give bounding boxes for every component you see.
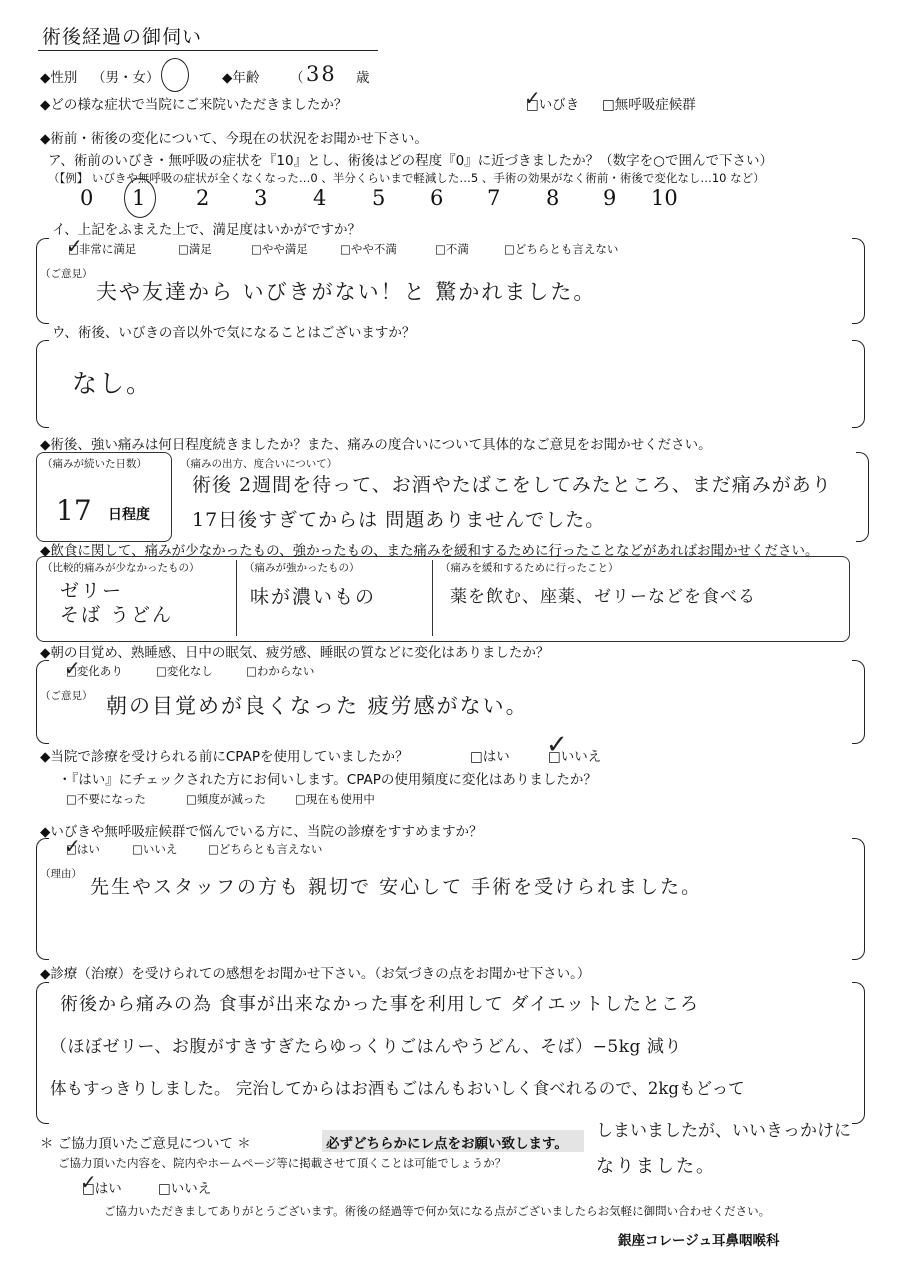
sleep-question: ◆朝の目覚め、熟睡感、日中の眠気、疲労感、睡眠の質などに変化はありましたか？ [40, 645, 550, 661]
recommend-option-neither[interactable] [208, 841, 322, 857]
sleep-option-unchanged-label: 変化なし [166, 664, 213, 678]
scale-1[interactable]: 1 [132, 186, 146, 210]
other-question: ウ、術後、いびきの音以外で気になることはございますか？ [52, 325, 416, 341]
symptom-option-apnea[interactable] [602, 93, 696, 113]
recommend-reason-label: （理由） [40, 868, 82, 880]
checkmark-icon: ✓ [64, 656, 81, 680]
pain-days-unit: 日程度 [108, 507, 150, 523]
cpap-option-still-label: 現在も使用中 [305, 792, 375, 806]
scale-10[interactable]: 10 [651, 186, 678, 210]
satisfaction-option-somewhat-label: やや満足 [261, 242, 308, 256]
age-paren-open: （ [290, 70, 304, 86]
satisfaction-option-somewhat[interactable] [251, 241, 308, 257]
satisfaction-option-somewhat-dis-label: やや不満 [350, 242, 397, 256]
scale-9[interactable]: 9 [603, 186, 617, 210]
recommend-option-no[interactable] [132, 841, 177, 857]
satisfaction-option-satisfied[interactable] [178, 241, 212, 257]
impression-line4[interactable]: しまいましたが、いいきっかけに [596, 1121, 851, 1141]
food-divider-2 [432, 560, 433, 636]
scale-2[interactable]: 2 [196, 186, 210, 210]
cpap-option-no-label: いいえ [560, 749, 602, 765]
recommend-bracket-right [852, 838, 865, 960]
food-less-label: （比較的痛みが少なかったもの） [42, 562, 200, 574]
sleep-option-unknown[interactable] [246, 663, 314, 679]
pain-answer-line2[interactable]: 17日後すぎてからは 問題ありませんでした。 [192, 509, 606, 531]
satisfaction-option-neither-label: どちらとも言えない [514, 242, 619, 256]
clinic-name: 銀座コレージュ耳鼻咽喉科 [618, 1233, 780, 1249]
age-unit: 歳 [356, 70, 370, 86]
checkmark-icon: ✓ [546, 730, 568, 760]
page-title: 術後経過の御伺い [42, 26, 203, 48]
impression-line5[interactable]: なりました。 [596, 1156, 716, 1177]
satisfaction-option-somewhat-dis[interactable] [340, 241, 397, 257]
footer-note1: ＊ ご協力頂いたご意見について ＊ [40, 1136, 251, 1152]
satisfaction-option-neither[interactable] [504, 241, 618, 257]
impression-line3[interactable]: 体もすっきりしました。 完治してからはお酒もごはんもおいしく食べれるので、2kgもどって [50, 1079, 745, 1098]
cpap-option-yes-label: はい [482, 749, 510, 765]
footer-thanks: ご協力いただきましてありがとうございます。術後の経過等で何か気になる点がございましたらお気軽に御問い合わせください。 [104, 1204, 771, 1218]
footer-option-no[interactable] [158, 1177, 211, 1197]
recommend-answer[interactable]: 先生やスタッフの方も 親切で 安心して 手術を受けられました。 [90, 876, 703, 898]
symptom-question: ◆どの様な症状で当院にご来院いただきましたか？ [40, 97, 348, 113]
symptom-option-apnea-label: 無呼吸症候群 [614, 97, 696, 113]
sleep-option-unknown-label: わからない [256, 664, 315, 678]
food-question: ◆飲食に関して、痛みが少なかったもの、強かったもの、また痛みを緩和するために行ったことなどがあればお聞かせください。 [40, 543, 819, 559]
recommend-question: ◆いびきや無呼吸症候群で悩んでいる方に、当院の診療をすすめますか？ [40, 824, 483, 840]
change-example: （【例】 いびきや無呼吸の症状が全くなくなった…0 、半分くらいまで軽減した…5 、手術の効果がなく術前・術後で変化なし…10 など） [48, 171, 765, 185]
gender-circle-mark [161, 58, 189, 92]
sleep-opinion-label: （ご意見） [40, 690, 93, 702]
cpap-question: ◆当院で診療を受けられる前にCPAPを使用していましたか？ [40, 749, 409, 765]
pain-days-value[interactable]: 17 [56, 494, 92, 527]
recommend-bracket-left [36, 838, 49, 960]
cpap-option-yes[interactable] [470, 745, 510, 765]
age-label: ◆年齢 [222, 70, 260, 86]
sleep-answer[interactable]: 朝の目覚めが良くなった 疲労感がない。 [106, 694, 529, 718]
impression-bracket-right [852, 982, 865, 1124]
gender-options[interactable]: （男・女） [92, 70, 160, 86]
satisfaction-option-dissatisfied[interactable] [435, 241, 469, 257]
checkmark-icon: ✓ [66, 234, 83, 258]
sleep-option-unchanged[interactable] [156, 663, 213, 679]
food-divider-1 [236, 560, 237, 636]
satisfaction-option-satisfied-label: 満足 [188, 242, 212, 256]
gender-label: ◆性別 [40, 70, 78, 86]
sleep-bracket-right [852, 660, 865, 744]
scale-3[interactable]: 3 [254, 186, 268, 210]
impression-line1[interactable]: 術後から痛みの為 食事が出来なかった事を利用して ダイエットしたところ [60, 994, 699, 1015]
cpap-option-reduced-label: 頻度が減った [196, 792, 266, 806]
cpap-option-still[interactable] [295, 791, 375, 807]
food-strong-answer[interactable]: 味が濃いもの [250, 586, 377, 608]
food-strong-label: （痛みが強かったもの） [244, 562, 360, 574]
satisfaction-question: イ、上記をふまえた上で、満足度はいかがですか？ [52, 222, 362, 238]
sleep-option-changed-label: 変化あり [76, 664, 123, 678]
scale-8[interactable]: 8 [546, 186, 560, 210]
impression-line2[interactable]: （ほぼゼリー、お腹がすきすぎたらゆっくりごはんやうどん、そば）−5kg 減り [50, 1037, 682, 1057]
footer-note2: ご協力頂いた内容を、院内やホームページ等に掲載させて頂くことは可能でしょうか？ [58, 1156, 507, 1170]
other-bracket-right [852, 340, 865, 428]
pain-bracket-right [856, 452, 869, 542]
scale-6[interactable]: 6 [430, 186, 444, 210]
cpap-option-reduced[interactable] [186, 791, 266, 807]
pain-question: ◆術後、強い痛みは何日程度続きましたか？また、痛みの度合いについて具体的なご意見をお聞かせください。 [40, 437, 712, 453]
satisfaction-opinion-label: （ご意見） [40, 268, 93, 280]
food-less-line2[interactable]: そば うどん [60, 604, 174, 626]
satisfaction-bracket-right [852, 238, 865, 324]
checkmark-icon: ✓ [80, 1170, 97, 1194]
change-question: ◆術前・術後の変化について、今現在の状況をお聞かせ下さい。 [40, 131, 428, 147]
satisfaction-answer[interactable]: 夫や友達から いびきがない！と 驚かれました。 [96, 280, 597, 304]
food-less-line1[interactable]: ゼリー [60, 580, 124, 602]
recommend-option-no-label: いいえ [142, 842, 178, 856]
pain-detail-label: （痛みの出方、度合いについて） [180, 458, 338, 470]
other-bracket-left [36, 340, 49, 428]
pain-answer-line1[interactable]: 術後 2週間を待って、お酒やたばこをしてみたところ、まだ痛みがあり [192, 474, 832, 496]
cpap-option-unneeded-label: 不要になった [76, 792, 146, 806]
age-value[interactable]: 38 [306, 62, 337, 86]
scale-4[interactable]: 4 [313, 186, 327, 210]
footer-option-yes-label: はい [94, 1181, 122, 1197]
recommend-option-neither-label: どちらとも言えない [218, 842, 323, 856]
footer-option-no-label: いいえ [170, 1181, 212, 1197]
satisfaction-option-very-label: 非常に満足 [78, 242, 137, 256]
food-relief-label: （痛みを緩和するために行ったこと） [440, 562, 619, 574]
scale-5[interactable]: 5 [372, 186, 386, 210]
scale-selection-circle [124, 178, 156, 218]
footer-note1-bold: 必ずどちらかにレ点をお願い致します。 [326, 1136, 568, 1152]
symptom-option-snoring-label: いびき [538, 97, 580, 113]
checkmark-icon: ✓ [64, 834, 81, 858]
scale-7[interactable]: 7 [487, 186, 501, 210]
checkmark-icon: ✓ [524, 86, 541, 110]
satisfaction-option-dissatisfied-label: 不満 [445, 242, 469, 256]
food-relief-answer[interactable]: 薬を飲む、座薬、ゼリーなどを食べる [450, 587, 756, 607]
change-a-question: ア、術前のいびき・無呼吸の症状を『10』とし、術後はどの程度『0』に近づきましたか？（数字を○で囲んで下さい） [48, 153, 773, 169]
satisfaction-bracket-left [36, 238, 49, 324]
impression-question: ◆診療（治療）を受けられての感想をお聞かせ下さい。（お気づきの点をお聞かせ下さい。） [40, 966, 591, 982]
title-underline [38, 50, 378, 51]
impression-bracket-left [36, 982, 49, 1124]
scale-0[interactable]: 0 [80, 186, 94, 210]
recommend-option-yes-label: はい [76, 842, 100, 856]
pain-days-label: （痛みが続いた日数） [42, 458, 147, 470]
cpap-follow-question: ・『はい』にチェックされた方にお伺いします。CPAPの使用頻度に変化はありましたか？ [58, 772, 597, 788]
other-answer[interactable]: なし。 [72, 369, 154, 398]
cpap-option-unneeded[interactable] [66, 791, 146, 807]
